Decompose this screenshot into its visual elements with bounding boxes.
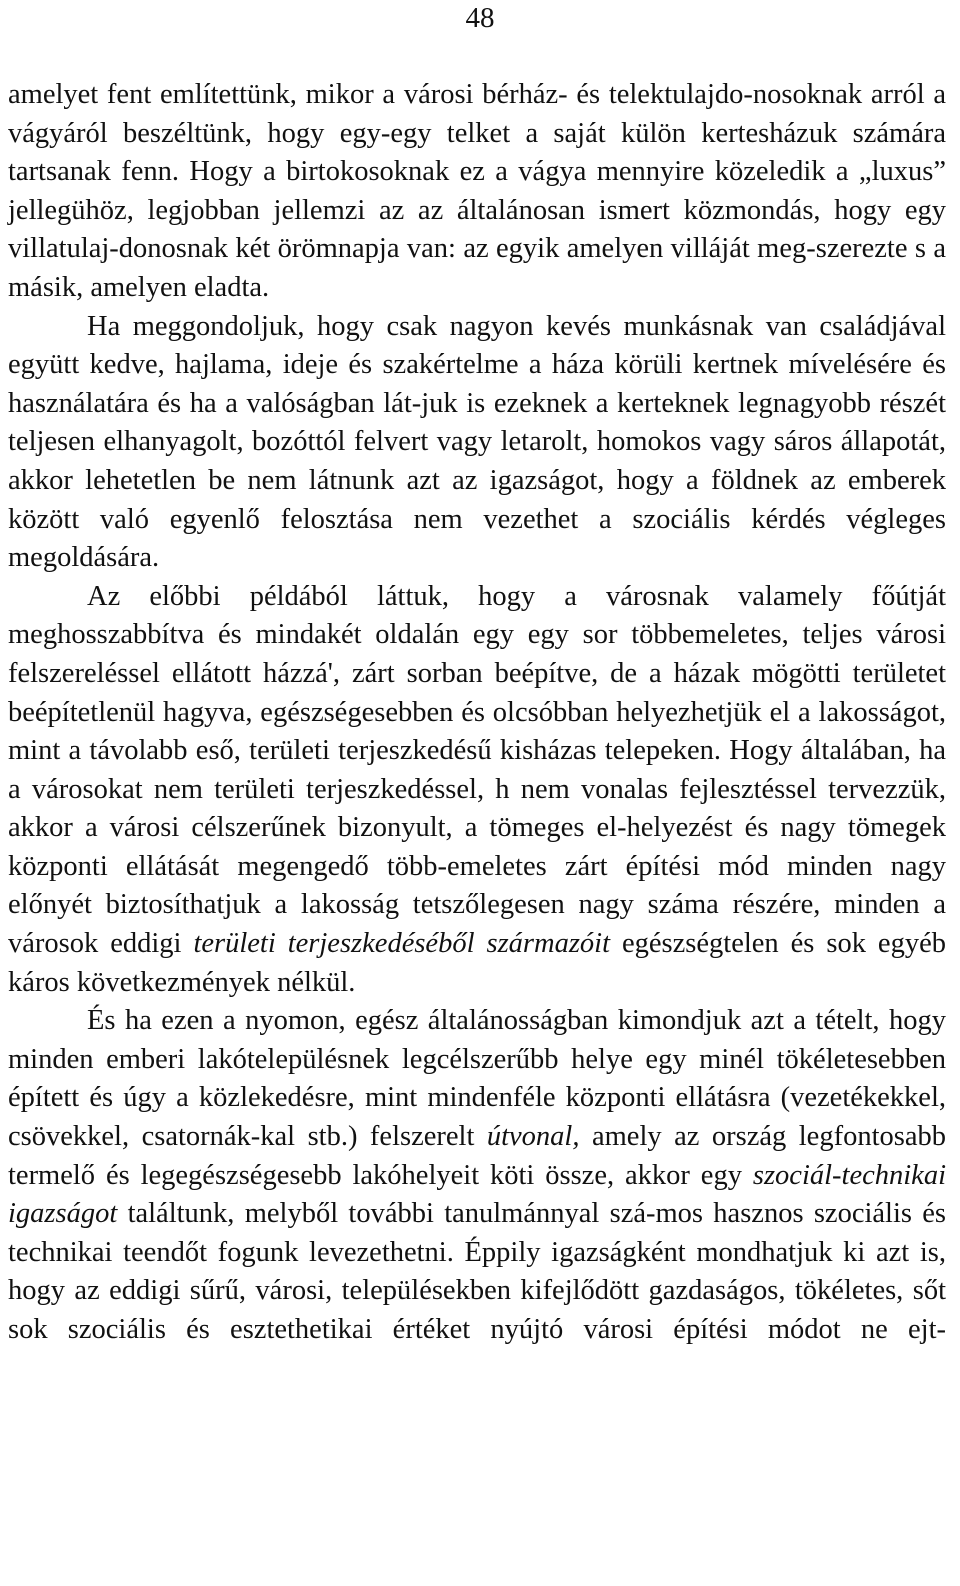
paragraph-2 [8,308,946,578]
text-segment: amely az ország legfontosabb termelő és legegészségesebb lakóhelyeit köti össze, akkor egy [8,1121,946,1191]
text-segment: találtunk, melyből további tanulmánnyal szá-mos hasznos szociális és technikai teendőt fogunk levezethetni. Éppily igazságként mondhatjuk ki azt is, hogy az eddigi sűrű, városi, településekben kifejlődött gazdaságos, tökéletes, sőt sok szociális és esztethetikai értéket nyújtó városi építési módot ne ejt- [8,1198,946,1345]
italic-text-segment: szociál-technikai igazságot [8,1159,946,1230]
text-segment: Ha meggondoljuk, hogy csak nagyon kevés munkásnak van családjával együtt kedve, hajlama, ideje és szakértelme a háza körüli kertnek mívelésére és használatára és ha a valóságban lát-juk is ezeknek a kerteknek legnagyobb részét teljesen elhanyagolt, bozóttól felvert vagy letarolt, homokos vagy sáros állapotát, akkor lehetetlen be nem látnunk azt az igazságot, hogy a földnek az emberek között való egyenlő felosztása nem vezethet a szociális kérdés végleges megoldására. [8,310,946,574]
paragraph-1 [8,76,946,308]
paragraph-4 [8,1002,946,1349]
text-segment: egészségtelen és sok egyéb káros következmények nélkül. [8,928,946,998]
page-body-text [8,76,946,1350]
text-segment: És ha ezen a nyomon, egész általánosságban kimondjuk azt a tételt, hogy minden emberi lakótelepülésnek legcélszerűbb helye egy minél tökéletesebben épített és úgy a közlekedésre, mint mindenféle központi ellátásra (vezetékekkel, csövekkel, csatornák-kal stb.) felszerelt [8,1005,946,1153]
italic-text-segment: útvonal, [486,1121,580,1153]
text-segment: amelyet fent említettünk, mikor a városi bérház- és telektulajdo-nosoknak arról a vágyáról beszéltünk, hogy egy-egy telket a saját külön kertesházuk számára tartsanak fenn. Hogy a birtokosoknak ez a vágya mennyire közeledik a „luxus” jellegühöz, legjobban jellemzi az az általánosan ismert közmondás, hogy egy villatulaj-donosnak két örömnapja van: az egyik amelyen villáját meg-szerezte s a másik, amelyen eladta. [8,79,946,303]
paragraph-3 [8,578,946,1003]
page-number: 48 [465,2,495,34]
italic-text-segment: területi terjeszkedéséből származóit [193,928,611,960]
text-segment: Az előbbi példából láttuk, hogy a városnak valamely főútját meghosszabbítva és mindakét oldalán egy egy sor többemeletes, teljes városi felszereléssel ellátott házzá', zárt sorban beépítve, de a házak mögötti területet beépítetlenül hagyva, egészségesebben és olcsóbban helyezhetjük el a lakosságot, mint a távolabb eső, területi terjeszkedésű kisházas telepeken. Hogy általában, ha a városokat nem területi terjeszkedéssel, h nem vonalas fejlesztéssel tervezzük, akkor a városi célszerűnek bizonyult, a tömeges el-helyezést és nagy tömegek központi ellátását megengedő több-emeletes zárt építési mód minden nagy előnyét biztosíthatjuk a lakosság tetszőlegesen nagy száma részére, minden a városok eddigi [8,580,946,960]
